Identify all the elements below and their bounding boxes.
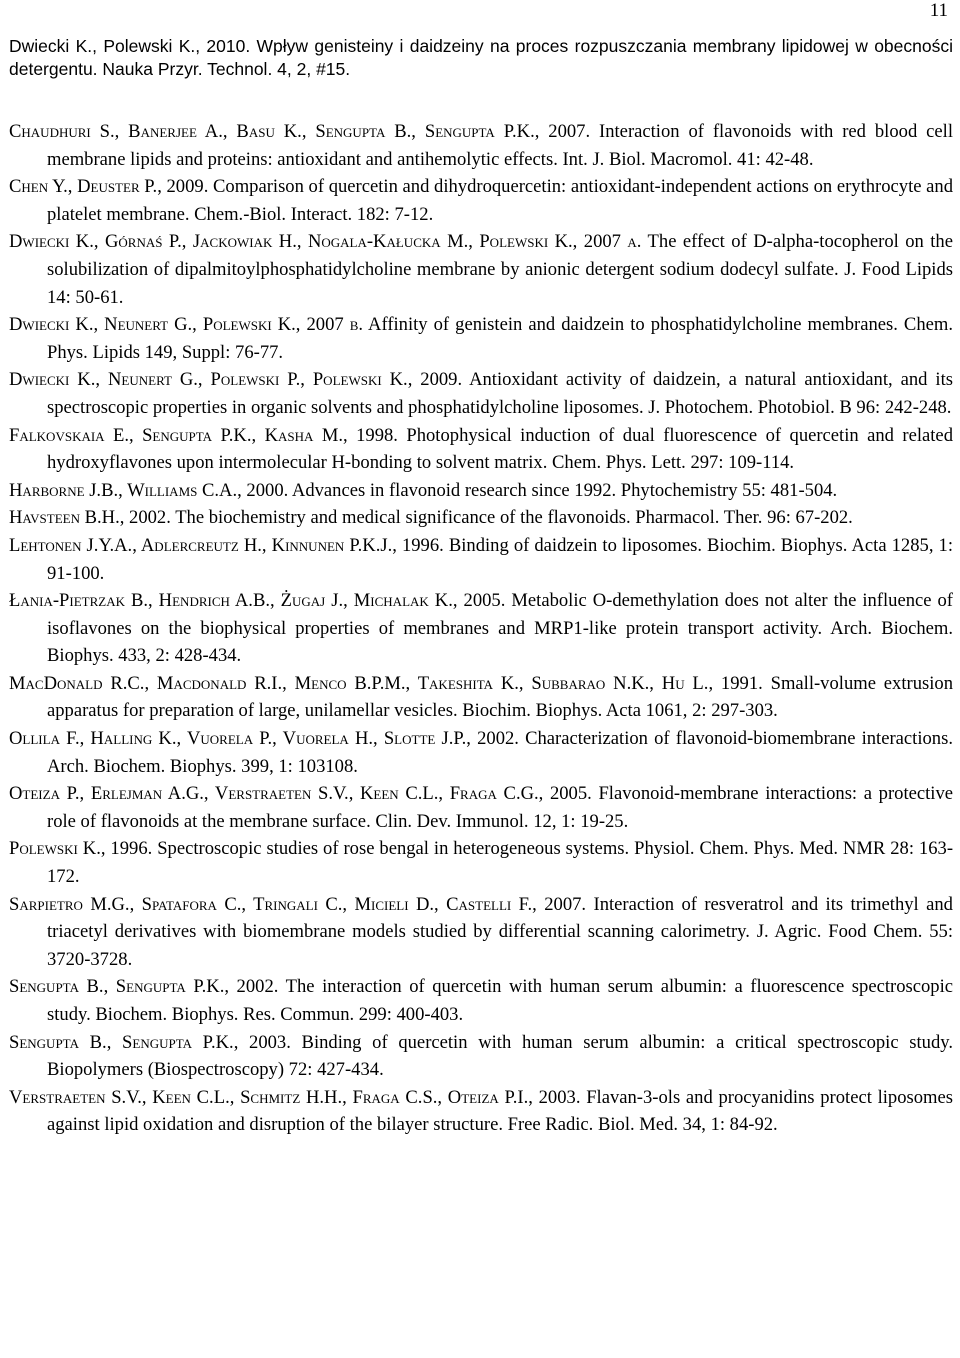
reference-authors: Havsteen B.H., 2002. xyxy=(9,507,171,529)
reference-entry xyxy=(9,173,953,228)
reference-authors: MacDonald R.C., Macdonald R.I., Menco B.P.M., Takeshita K., Subbarao N.K., Hu L., 1991. xyxy=(9,672,763,694)
reference-authors: Chaudhuri S., Banerjee A., Basu K., Sengupta B., Sengupta P.K., 2007. xyxy=(9,121,591,142)
reference-authors: Dwiecki K., Neunert G., Polewski K., 2007 b. xyxy=(9,314,364,336)
reference-text: Photophysical induction of dual fluorescence of quercetin and related hydroxyflavones upon intermolecular H-bonding to solvent matrix. Chem. Phys. Lett. 297: 109-114. xyxy=(47,424,953,474)
reference-authors: Falkovskaia E., Sengupta P.K., Kasha M., 1998. xyxy=(9,424,398,446)
reference-entry xyxy=(9,532,953,587)
reference-entry xyxy=(9,973,953,1028)
reference-entry xyxy=(9,118,953,173)
reference-text: Interaction of flavonoids with red blood cell membrane lipids and proteins: antioxidant and antihemolytic effects. Int. J. Biol. Macromol. 41: 42-48. xyxy=(47,121,953,170)
reference-authors: Sengupta B., Sengupta P.K., 2002. xyxy=(9,976,279,998)
reference-list xyxy=(9,118,953,1139)
reference-text: Antioxidant activity of daidzein, a natural antioxidant, and its spectroscopic properties in organic solvents and phosphatidylcholine liposomes. J. Photochem. Photobiol. B 96: 242-248. xyxy=(47,369,953,418)
reference-authors: Chen Y., Deuster P., 2009. xyxy=(9,176,209,198)
reference-entry xyxy=(9,891,953,974)
reference-entry xyxy=(9,1029,953,1084)
reference-authors: Dwiecki K., Górnaś P., Jackowiak H., Nogala-Kałucka M., Polewski K., 2007 a. xyxy=(9,231,642,253)
reference-authors: Harborne J.B., Williams C.A., 2000. xyxy=(9,479,289,501)
reference-text: Characterization of flavonoid-biomembrane interactions. Arch. Biochem. Biophys. 399, 1: 103108. xyxy=(47,728,953,777)
reference-entry xyxy=(9,504,953,532)
reference-entry xyxy=(9,366,953,421)
reference-authors: Oteiza P., Erlejman A.G., Verstraeten S.V., Keen C.L., Fraga C.G., 2005. xyxy=(9,783,592,805)
reference-entry xyxy=(9,422,953,477)
reference-authors: Sarpietro M.G., Spatafora C., Tringali C., Micieli D., Castelli F., 2007. xyxy=(9,893,587,915)
reference-text: Affinity of genistein and daidzein to phosphatidylcholine membranes. Chem. Phys. Lipids 149, Suppl: 76-77. xyxy=(47,314,953,363)
reference-text: Comparison of quercetin and dihydroquercetin: antioxidant-independent actions on erythrocyte and platelet membrane. Chem.-Biol. Interact. 182: 7-12. xyxy=(47,176,953,225)
reference-text: Spectroscopic studies of rose bengal in heterogeneous systems. Physiol. Chem. Phys. Med. NMR 28: 163-172. xyxy=(47,838,954,888)
reference-entry xyxy=(9,228,953,311)
reference-text: Advances in flavonoid research since 1992. Phytochemistry 55: 481-504. xyxy=(288,479,838,501)
reference-text: Flavonoid-membrane interactions: a protective role of flavonoids at the membrane surface. Clin. Dev. Immunol. 12, 1: 19-25. xyxy=(47,783,953,832)
reference-authors: Łania-Pietrzak B., Hendrich A.B., Żugaj J., Michalak K., 2005. xyxy=(9,590,506,612)
reference-text: Small-volume extrusion apparatus for preparation of large, unilamellar vesicles. Biochim. Biophys. Acta 1061, 2: 297-303. xyxy=(47,672,953,722)
reference-text: The interaction of quercetin with human serum albumin: a fluorescence spectroscopic study. Biochem. Biophys. Res. Commun. 299: 400-403. xyxy=(47,976,954,1025)
reference-authors: Ollila F., Halling K., Vuorela P., Vuorela H., Slotte J.P., 2002. xyxy=(9,728,519,750)
reference-authors: Polewski K., 1996. xyxy=(9,838,153,860)
reference-entry xyxy=(9,311,953,366)
reference-authors: Verstraeten S.V., Keen C.L., Schmitz H.H., Fraga C.S., Oteiza P.I., 2003. xyxy=(9,1086,581,1108)
reference-entry xyxy=(9,1084,953,1139)
reference-authors: Sengupta B., Sengupta P.K., 2003. xyxy=(9,1031,291,1053)
page-number: 11 xyxy=(929,0,948,21)
reference-authors: Lehtonen J.Y.A., Adlercreutz H., Kinnunen P.K.J., 1996. xyxy=(9,534,444,556)
reference-text: Metabolic O-demethylation does not alter the influence of isoflavones on the biophysical properties of membranes and MRP1-like protein transport activity. Arch. Biochem. Biophys. 433, 2: 428-434. xyxy=(47,590,953,667)
reference-text: The biochemistry and medical significance of the flavonoids. Pharmacol. Ther. 96: 67-202. xyxy=(170,507,853,529)
reference-entry xyxy=(9,477,953,505)
reference-text: Flavan-3-ols and procyanidins protect liposomes against lipid oxidation and disruption of the bilayer structure. Free Radic. Biol. Med. 34, 1: 84-92. xyxy=(47,1086,954,1136)
reference-entry xyxy=(9,835,953,890)
reference-entry xyxy=(9,780,953,835)
reference-text: Interaction of resveratrol and its trimethyl and triacetyl derivatives with biomembrane models studied by differential scanning calorimetry. J. Agric. Food Chem. 55: 3720-3728. xyxy=(47,893,953,970)
reference-text: The effect of D-alpha-tocopherol on the solubilization of dipalmitoylphosphatidylcholine membrane by anionic detergent sodium dodecyl sulfate. J. Food Lipids 14: 50-61. xyxy=(47,231,953,308)
reference-authors: Dwiecki K., Neunert G., Polewski P., Polewski K., 2009. xyxy=(9,369,463,391)
reference-entry xyxy=(9,725,953,780)
reference-entry xyxy=(9,587,953,670)
reference-entry xyxy=(9,670,953,725)
reference-text: Binding of quercetin with human serum albumin: a critical spectroscopic study. Biopolymers (Biospectroscopy) 72: 427-434. xyxy=(47,1031,954,1081)
header-citation: Dwiecki K., Polewski K., 2010. Wpływ genisteiny i daidzeiny na proces rozpuszczania membrany lipidowej w obecności detergentu. Nauka Przyr. Technol. 4, 2, #15. xyxy=(9,36,953,79)
reference-text: Binding of daidzein to liposomes. Biochim. Biophys. Acta 1285, 1: 91-100. xyxy=(47,534,953,584)
